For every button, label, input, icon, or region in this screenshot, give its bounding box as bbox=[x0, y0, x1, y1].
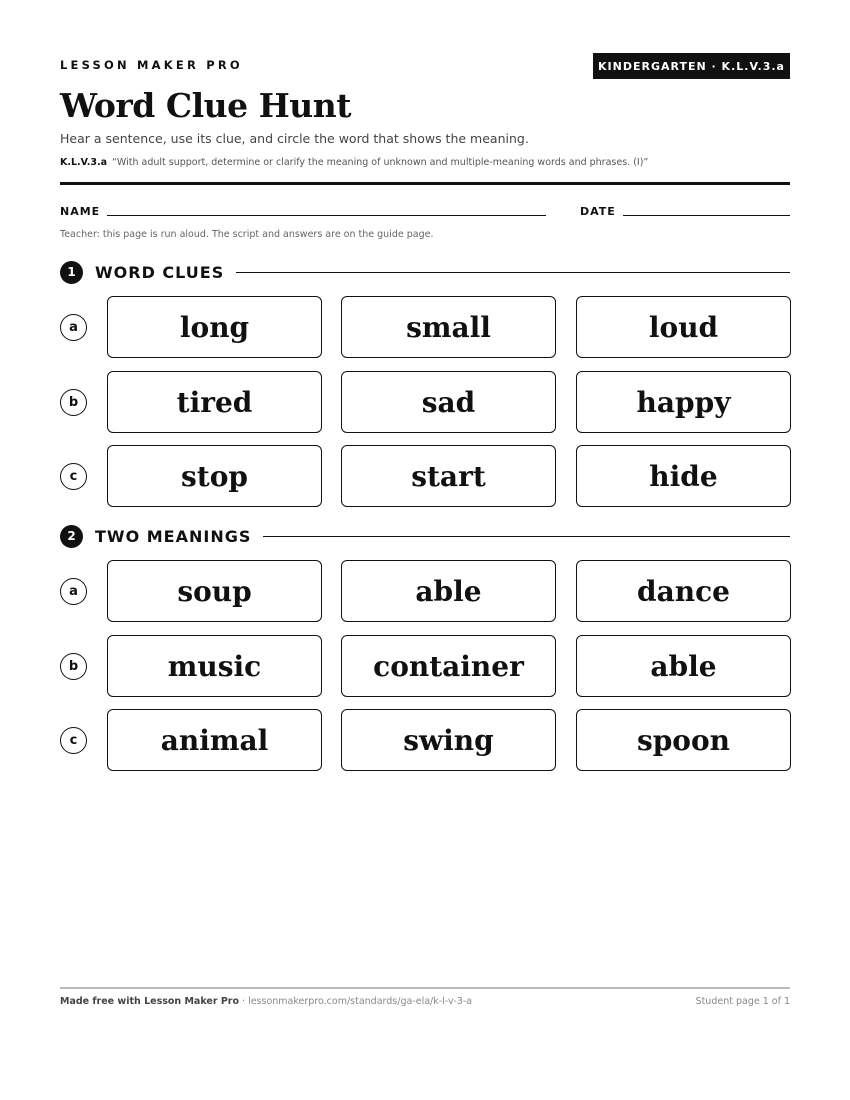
word-card[interactable]: swing bbox=[341, 709, 556, 771]
question-letter: a bbox=[60, 314, 87, 341]
word-card[interactable]: able bbox=[576, 635, 791, 697]
page-number: Student page 1 of 1 bbox=[695, 996, 790, 1007]
section-heading: WORD CLUES bbox=[95, 262, 225, 282]
standard-code: K.L.V.3.a bbox=[60, 157, 107, 168]
word-card[interactable]: able bbox=[341, 560, 556, 622]
standard-text: “With adult support, determine or clarify the meaning of unknown and multiple-meaning words and phrases. (I)” bbox=[112, 157, 649, 168]
section-heading: TWO MEANINGS bbox=[95, 526, 252, 546]
teacher-note: Teacher: this page is run aloud. The script and answers are on the guide page. bbox=[60, 229, 434, 240]
word-card[interactable]: hide bbox=[576, 445, 791, 507]
date-label: DATE bbox=[580, 205, 616, 218]
date-line[interactable] bbox=[623, 215, 790, 216]
name-label: NAME bbox=[60, 205, 101, 218]
question-row bbox=[60, 635, 790, 697]
footer-divider bbox=[60, 987, 790, 989]
header-divider bbox=[60, 182, 790, 185]
footer-separator: · bbox=[239, 996, 249, 1007]
word-card[interactable]: dance bbox=[576, 560, 791, 622]
question-row bbox=[60, 709, 790, 771]
name-line[interactable] bbox=[107, 215, 546, 216]
question-letter: b bbox=[60, 653, 87, 680]
word-card[interactable]: tired bbox=[107, 371, 322, 433]
question-letter: b bbox=[60, 389, 87, 416]
page-title: Word Clue Hunt bbox=[60, 86, 352, 125]
section-word-clues bbox=[60, 259, 790, 285]
word-card[interactable]: container bbox=[341, 635, 556, 697]
question-row bbox=[60, 371, 790, 433]
brand-name: LESSON MAKER PRO bbox=[60, 58, 243, 72]
page-subtitle: Hear a sentence, use its clue, and circle the word that shows the meaning. bbox=[60, 131, 529, 146]
standard-line bbox=[60, 157, 648, 168]
question-letter: c bbox=[60, 463, 87, 490]
footer-url[interactable]: lessonmakerpro.com/standards/ga-ela/k-l-v-3-a bbox=[248, 996, 473, 1007]
word-card[interactable]: start bbox=[341, 445, 556, 507]
question-row bbox=[60, 296, 790, 358]
word-card[interactable]: sad bbox=[341, 371, 556, 433]
word-card[interactable]: loud bbox=[576, 296, 791, 358]
section-rule bbox=[263, 536, 790, 537]
question-row bbox=[60, 560, 790, 622]
grade-badge: KINDERGARTEN · K.L.V.3.a bbox=[593, 53, 790, 79]
word-card[interactable]: soup bbox=[107, 560, 322, 622]
word-card[interactable]: music bbox=[107, 635, 322, 697]
section-two-meanings bbox=[60, 523, 790, 549]
word-card[interactable]: spoon bbox=[576, 709, 791, 771]
word-card[interactable]: happy bbox=[576, 371, 791, 433]
footer-credit bbox=[60, 996, 472, 1007]
word-card[interactable]: small bbox=[341, 296, 556, 358]
section-number: 2 bbox=[60, 525, 83, 548]
question-row bbox=[60, 445, 790, 507]
word-card[interactable]: stop bbox=[107, 445, 322, 507]
section-rule bbox=[236, 272, 790, 273]
word-card[interactable]: animal bbox=[107, 709, 322, 771]
question-letter: c bbox=[60, 727, 87, 754]
word-card[interactable]: long bbox=[107, 296, 322, 358]
footer-made-with: Made free with Lesson Maker Pro bbox=[60, 996, 240, 1007]
question-letter: a bbox=[60, 578, 87, 605]
section-number: 1 bbox=[60, 261, 83, 284]
